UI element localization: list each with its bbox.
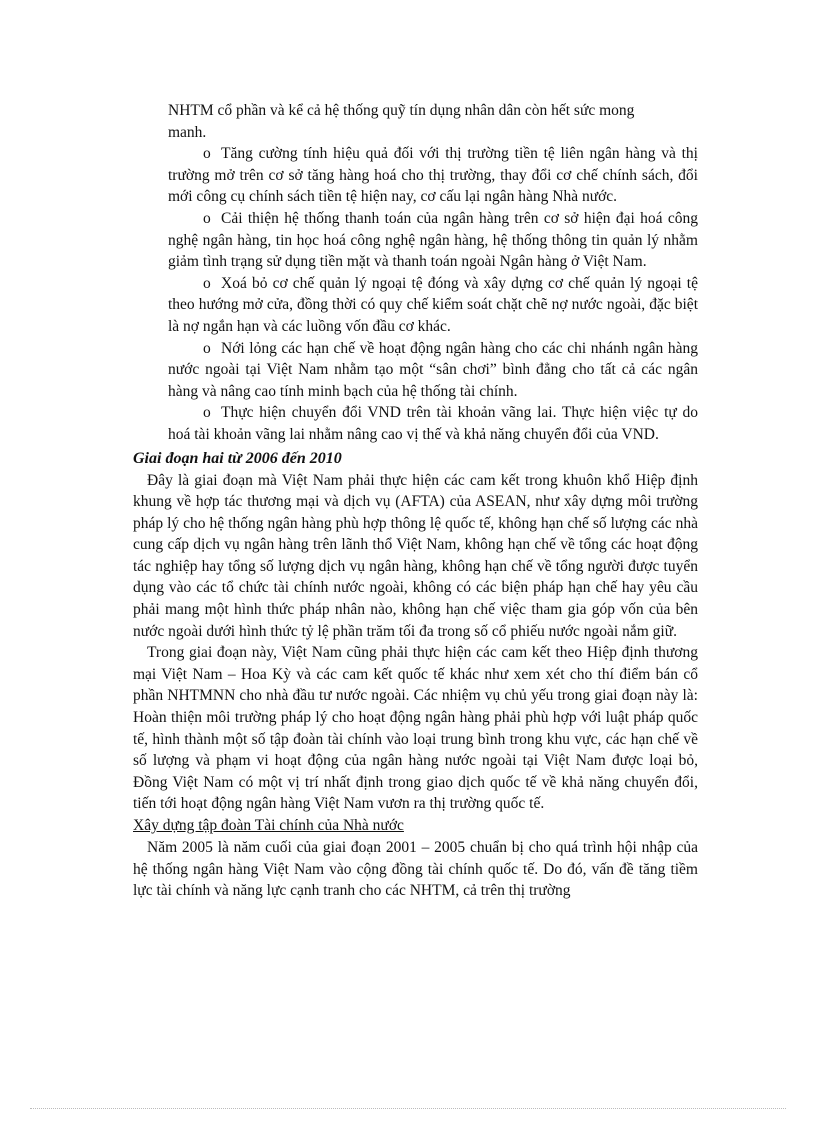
intro-paragraph bbox=[133, 100, 698, 143]
page-bottom-divider bbox=[30, 1108, 786, 1109]
bullet-marker-icon: o bbox=[203, 339, 211, 357]
paragraph-financial-group: Năm 2005 là năm cuối của giai đoạn 2001 – 2005 chuẩn bị cho quá trình hội nhập của hệ thống ngân hàng Việt Nam vào cộng đồng tài chính quốc tế. Do đó, vấn đề tăng tiềm lực tài chính và năng lực cạnh tranh cho các NHTM, cả trên thị trường bbox=[133, 839, 698, 900]
bullet-item bbox=[133, 338, 698, 403]
bullet-marker-icon: o bbox=[203, 145, 211, 163]
document-page bbox=[133, 100, 698, 902]
paragraph-phase2-intro: Đây là giai đoạn mà Việt Nam phải thực hiện các cam kết trong khuôn khổ Hiệp định khung về hợp tác thương mại và dịch vụ (AFTA) của ASEAN, như xây dựng môi trường pháp lý cho hệ thống ngân hàng phù hợp thông lệ quốc tế, không hạn chế số lượng các nhà cung cấp dịch vụ ngân hàng trên lãnh thổ Việt Nam, không hạn chế về tổng các hoạt động tác nghiệp hay tổng số lượng dịch vụ ngân hàng, không hạn chế về tổng người được tuyển dụng vào các tổ chức tài chính nước ngoài, không có các biện pháp hạn chế hay yêu cầu phải mang một hình thức pháp nhân nào, không hạn chế việc tham gia góp vốn của bên nước ngoài dưới hình thức tỷ lệ phần trăm tối đa trong số cổ phiếu nước ngoài nắm giữ. bbox=[133, 471, 698, 640]
intro-line-1: NHTM cổ phần và kể cả hệ thống quỹ tín dụng nhân dân còn hết sức mong bbox=[168, 102, 635, 119]
paragraph-phase2-tasks: Trong giai đoạn này, Việt Nam cũng phải thực hiện các cam kết theo Hiệp định thương mại Việt Nam – Hoa Kỳ và các cam kết quốc tế khác như xem xét cho thí điểm bán cổ phần NHTMNN cho nhà đầu tư nước ngoài. Các nhiệm vụ chủ yếu trong giai đoạn này là: Hoàn thiện môi trường pháp lý cho hoạt động ngân hàng phải phù hợp với luật pháp quốc tế, hình thành một số tập đoàn tài chính vào loại trung bình trong khu vực, các hạn chế về số lượng và phạm vi hoạt động của ngân hàng nước ngoài tại Việt Nam được loại bỏ, Đồng Việt Nam có một vị trí nhất định trong giao dịch quốc tế về khả năng chuyển đổi, tiến tới hoạt động ngân hàng Việt Nam vươn ra thị trường quốc tế. bbox=[133, 644, 698, 813]
section-heading-phase2: Giai đoạn hai từ 2006 đến 2010 bbox=[133, 449, 342, 467]
intro-line-2: manh. bbox=[168, 123, 207, 141]
bullet-text: Tăng cường tính hiệu quả đối với thị trường tiền tệ liên ngân hàng và thị trường mở trên cơ sở tăng hàng hoá cho thị trường, thay đổi cơ chế chính sách, đổi mới công cụ chính sách tiền tệ hiện nay, cơ cấu lại ngân hàng Nhà nước. bbox=[168, 145, 698, 206]
bullet-marker-icon: o bbox=[203, 274, 211, 292]
bullet-marker-icon: o bbox=[203, 404, 211, 422]
bullet-item bbox=[133, 143, 698, 208]
bullet-item bbox=[133, 273, 698, 338]
bullet-marker-icon: o bbox=[203, 209, 211, 227]
bullet-text: Cải thiện hệ thống thanh toán của ngân hàng trên cơ sở hiện đại hoá công nghệ ngân hàng, tin học hoá công nghệ ngân hàng, hệ thống thông tin quản lý nhằm giảm tình trạng sử dụng tiền mặt và thanh toán ngoài Ngân hàng ở Việt Nam. bbox=[168, 209, 698, 271]
bullet-text: Nới lỏng các hạn chế về hoạt động ngân hàng cho các chi nhánh ngân hàng nước ngoài tại Việt Nam nhằm tạo một “sân chơi” bình đẳng cho tất cả các ngân hàng và nâng cao tính minh bạch của hệ thống tài chính. bbox=[168, 339, 698, 400]
section-heading-financial-group: Xây dựng tập đoàn Tài chính của Nhà nước bbox=[133, 817, 404, 834]
bullet-item bbox=[133, 208, 698, 273]
bullet-text: Thực hiện chuyển đổi VND trên tài khoản vãng lai. Thực hiện việc tự do hoá tài khoản vãng lai nhằm nâng cao vị thế và khả năng chuyển đổi của VND. bbox=[168, 404, 698, 443]
bullet-text: Xoá bỏ cơ chế quản lý ngoại tệ đóng và xây dựng cơ chế quản lý ngoại tệ theo hướng mở cửa, đồng thời có quy chế kiểm soát chặt chẽ nợ nước ngoài, đặc biệt là nợ ngắn hạn và các luồng vốn đầu cơ khác. bbox=[168, 274, 698, 335]
bullet-item bbox=[133, 402, 698, 445]
